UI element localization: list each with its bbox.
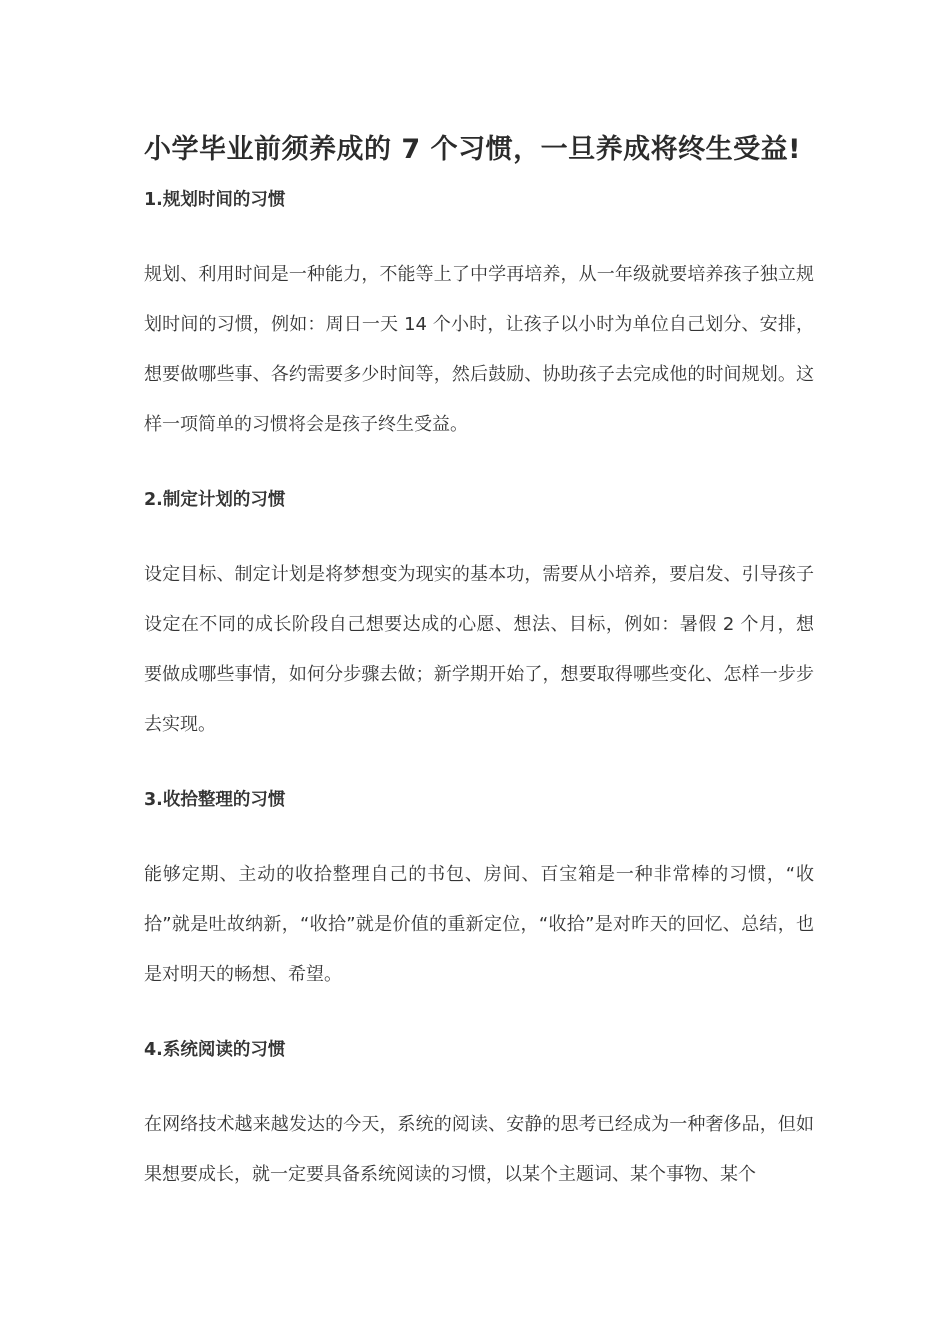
section-paragraph: 规划、利用时间是一种能力，不能等上了中学再培养，从一年级就要培养孩子独立规划时间的习惯，例如：周日一天 14 个小时，让孩子以小时为单位自己划分、安排，想要做哪些事、各约需要多少时间等，然后鼓励、协助孩子去完成他的时间规划。这样一项简单的习惯将会是孩子终生受益。 — [144, 264, 814, 435]
section-paragraph: 设定目标、制定计划是将梦想变为现实的基本功，需要从小培养，要启发、引导孩子设定在不同的成长阶段自己想要达成的心愿、想法、目标，例如：暑假 2 个月，想要做成哪些事情，如何分步骤去做；新学期开始了，想要取得哪些变化、怎样一步步去实现。 — [144, 564, 814, 735]
section-heading: 1.规划时间的习惯 — [144, 190, 286, 210]
page-title: 小学毕业前须养成的 7 个习惯，一旦养成将终生受益! — [144, 134, 801, 165]
section-heading: 3.收拾整理的习惯 — [144, 790, 286, 810]
document-page — [144, 128, 814, 1200]
section-heading: 4.系统阅读的习惯 — [144, 1040, 286, 1060]
section-paragraph: 能够定期、主动的收拾整理自己的书包、房间、百宝箱是一种非常棒的习惯，“收拾”就是吐故纳新，“收拾”就是价值的重新定位，“收拾”是对昨天的回忆、总结，也是对明天的畅想、希望。 — [144, 864, 814, 985]
section-paragraph: 在网络技术越来越发达的今天，系统的阅读、安静的思考已经成为一种奢侈品，但如果想要成长，就一定要具备系统阅读的习惯，以某个主题词、某个事物、某个 — [144, 1114, 814, 1185]
section-heading: 2.制定计划的习惯 — [144, 490, 286, 510]
